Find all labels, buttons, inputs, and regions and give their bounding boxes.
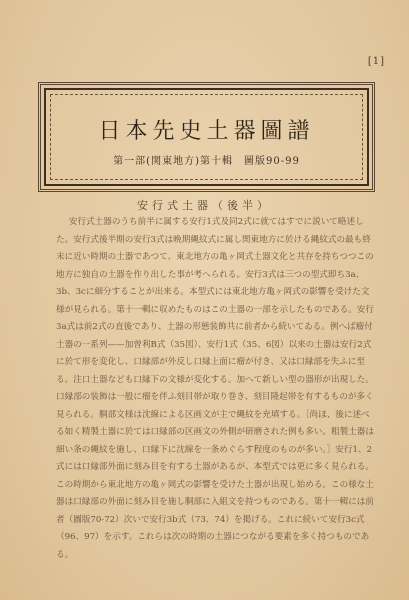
page-number: [1]	[367, 56, 385, 67]
section-heading: 安行式土器（後半）	[137, 199, 272, 212]
body-paragraph: 安行式土器のうち前半に属する安行1式及同2式に就てはすでに説いて略述した。安行式後半期の安行3式は晩期縄紋式に属し関東地方に於ける縄紋式の最も終末に近い時期の土器であつて、東北地方の亀ヶ岡式土器文化と共存を持ちつつこの地方に独自の土器を作り出した事が考へられる。安行3式は三つの型式即ち3a、3b、3cに細分することが出来る。本型式には東北地方亀ヶ岡式の影響を受けた文様が見られる。第十一輯に収めたものはこの土器の一部を示したものである。安行3a式は前2式の直後であり、土器の形態装飾共に前者から続いてゐる。例へば瘤付土器の一系列——加曽利B式（35図）、安行1式（35、6図）以来の土器は安行2式に於て形を変化し、口縁部が外反し口縁上面に瘤が付き、又は口縁部を失ふに至る。注口土器なども口縁下の文様が変化する。加へて新しい型の器形が出現した。口縁部の装飾は一般に瘤を伴ふ刻目帯が取り巻き、刻目隆起帯を有するものが多く見られる。胴部文様は沈線による区画文が主で縄紋を充填する。［尚ほ、後に述べる如く精製土器に於ては口縁部の区画文の外側が研磨された例も多い。粗製土器は細い条の縄紋を施し、口縁下に沈線を一条めぐらす程度のものが多い。］安行1、2式には口縁部外面に刻み目を有する土器があるが、本型式では更に多く見られる。この時期から東北地方の亀ヶ岡式の影響を受けた土器が出現し始める。この様な土器は口縁部の外面に刻み目を施し胴部に入組文を持つものである。第十一輯には前者（圖版70-72）次いで安行3b式（73、74）を掲げる。これに続いて安行3c式（96、97）を示す。これらは次の時期の土器につながる要素を多く持つものである。	[56, 217, 374, 560]
title-frame	[44, 88, 369, 186]
document-title: 日本先史土器圖譜	[98, 119, 315, 144]
document-subtitle: 第一部(関東地方)第十輯 圖版90-99	[113, 156, 300, 167]
